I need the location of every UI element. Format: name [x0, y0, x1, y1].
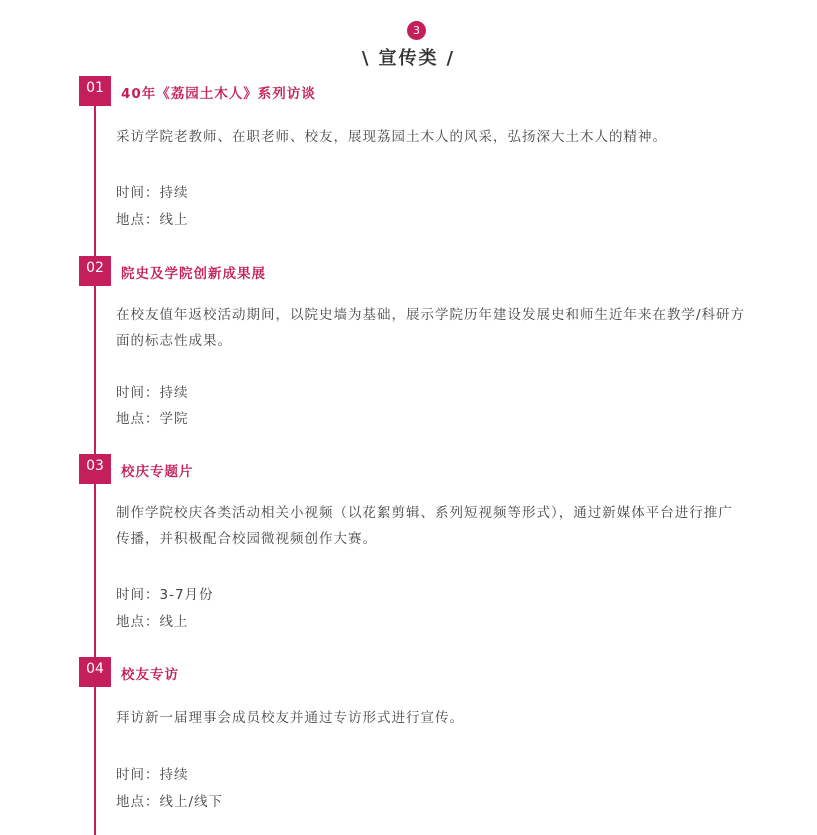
item-time: 时间：持续 — [116, 767, 189, 783]
title-slash-left: \ — [361, 48, 371, 69]
item-time: 时间：3-7月份 — [116, 587, 214, 603]
item-time: 时间：持续 — [116, 185, 189, 201]
section-number-badge: 3 — [407, 21, 426, 40]
item-description: 在校友值年返校活动期间，以院史墙为基础，展示学院历年建设发展史和师生近年来在教学/科研方面的标志性成果。 — [116, 307, 746, 349]
item-number-box: 03 — [79, 454, 111, 484]
item-description: 制作学院校庆各类活动相关小视频（以花絮剪辑、系列短视频等形式），通过新媒体平台进行推广传播，并积极配合校园微视频创作大赛。 — [116, 505, 733, 547]
section-title — [0, 44, 817, 70]
item-location: 地点：线上 — [116, 212, 189, 228]
item-number-box: 02 — [79, 256, 111, 286]
item-location: 地点：线上 — [116, 614, 189, 630]
item-description: 采访学院老教师、在职老师、校友，展现荔园土木人的风采，弘扬深大土木人的精神。 — [116, 129, 667, 145]
item-title: 院史及学院创新成果展 — [121, 266, 266, 282]
item-location: 地点：线上/线下 — [116, 794, 224, 810]
item-title: 40年《荔园土木人》系列访谈 — [121, 86, 316, 102]
item-time: 时间：持续 — [116, 385, 189, 401]
item-location: 地点：学院 — [116, 411, 189, 427]
title-slash-right: / — [446, 48, 456, 69]
item-number-box: 01 — [79, 76, 111, 106]
item-number-box: 04 — [79, 657, 111, 687]
item-title: 校友专访 — [121, 667, 179, 683]
section-title-text: 宣传类 — [378, 48, 439, 69]
item-title: 校庆专题片 — [121, 464, 194, 480]
item-description: 拜访新一届理事会成员校友并通过专访形式进行宣传。 — [116, 710, 464, 726]
